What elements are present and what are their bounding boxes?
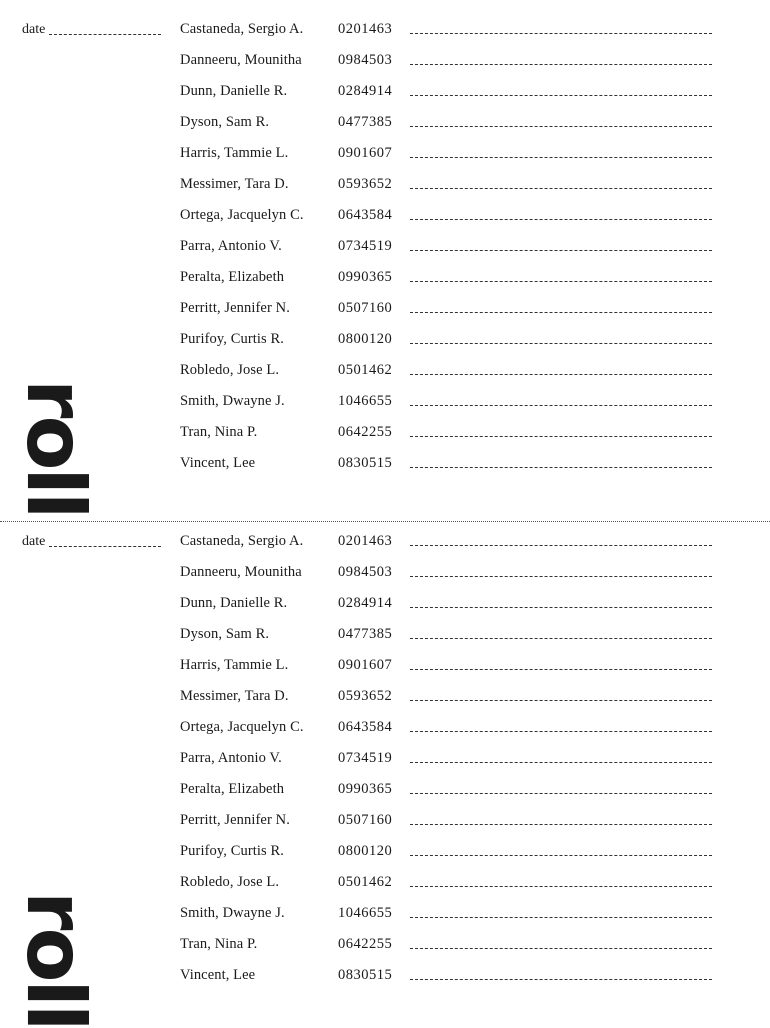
signature-line[interactable]: [410, 688, 712, 701]
signature-line[interactable]: [410, 21, 712, 34]
signature-line[interactable]: [410, 424, 712, 437]
student-row: [180, 812, 740, 843]
student-row: [180, 114, 740, 145]
student-id: 1046655: [338, 905, 393, 921]
student-name: Dunn, Danielle R.: [180, 595, 288, 611]
student-id: 0501462: [338, 362, 393, 378]
signature-line[interactable]: [410, 750, 712, 763]
student-id: 0830515: [338, 455, 393, 471]
student-name: Dyson, Sam R.: [180, 626, 270, 642]
student-id: 0830515: [338, 967, 393, 983]
student-row: [180, 21, 740, 52]
student-id: 0593652: [338, 176, 393, 192]
student-id: 0642255: [338, 424, 393, 440]
date-label: date: [22, 22, 46, 37]
student-id: 0284914: [338, 83, 393, 99]
student-name: Tran, Nina P.: [180, 936, 258, 952]
student-id: 0201463: [338, 21, 393, 37]
signature-line[interactable]: [410, 595, 712, 608]
signature-line[interactable]: [410, 533, 712, 546]
student-id: 0901607: [338, 657, 393, 673]
student-row: [180, 176, 740, 207]
student-row: [180, 238, 740, 269]
student-id: 1046655: [338, 393, 393, 409]
student-name: Peralta, Elizabeth: [180, 781, 285, 797]
date-field: [22, 534, 161, 550]
student-name: Harris, Tammie L.: [180, 145, 289, 161]
student-name: Tran, Nina P.: [180, 424, 258, 440]
student-row: [180, 393, 740, 424]
student-row: [180, 300, 740, 331]
roll-heading-text: roll: [9, 891, 102, 1028]
signature-line[interactable]: [410, 812, 712, 825]
student-name: Smith, Dwayne J.: [180, 393, 285, 409]
student-row: [180, 688, 740, 719]
signature-line[interactable]: [410, 657, 712, 670]
student-id: 0984503: [338, 52, 393, 68]
signature-line[interactable]: [410, 238, 712, 251]
student-row: [180, 331, 740, 362]
student-name: Messimer, Tara D.: [180, 176, 289, 192]
student-roster: [180, 21, 740, 486]
student-id: 0901607: [338, 145, 393, 161]
student-id: 0800120: [338, 331, 393, 347]
signature-line[interactable]: [410, 145, 712, 158]
student-name: Castaneda, Sergio A.: [180, 21, 304, 37]
student-id: 0201463: [338, 533, 393, 549]
student-row: [180, 936, 740, 967]
date-field: [22, 22, 161, 38]
student-id: 0990365: [338, 269, 393, 285]
student-row: [180, 657, 740, 688]
signature-line[interactable]: [410, 936, 712, 949]
student-name: Danneeru, Mounitha: [180, 564, 302, 580]
student-name: Parra, Antonio V.: [180, 750, 282, 766]
student-name: Purifoy, Curtis R.: [180, 331, 284, 347]
student-id: 0734519: [338, 238, 393, 254]
signature-line[interactable]: [410, 564, 712, 577]
student-row: [180, 424, 740, 455]
student-row: [180, 564, 740, 595]
date-line[interactable]: [49, 34, 161, 35]
student-id: 0284914: [338, 595, 393, 611]
date-label: date: [22, 534, 46, 549]
student-row: [180, 905, 740, 936]
signature-line[interactable]: [410, 176, 712, 189]
student-name: Vincent, Lee: [180, 967, 256, 983]
student-row: [180, 750, 740, 781]
student-name: Robledo, Jose L.: [180, 362, 280, 378]
roll-heading-text: roll: [9, 379, 102, 517]
student-name: Danneeru, Mounitha: [180, 52, 302, 68]
student-id: 0800120: [338, 843, 393, 859]
signature-line[interactable]: [410, 393, 712, 406]
student-id: 0477385: [338, 626, 393, 642]
student-row: [180, 719, 740, 750]
student-roster: [180, 533, 740, 998]
student-name: Peralta, Elizabeth: [180, 269, 285, 285]
student-name: Perritt, Jennifer N.: [180, 812, 290, 828]
signature-line[interactable]: [410, 626, 712, 639]
signature-line[interactable]: [410, 843, 712, 856]
student-id: 0734519: [338, 750, 393, 766]
student-id: 0507160: [338, 812, 393, 828]
student-row: [180, 145, 740, 176]
student-name: Parra, Antonio V.: [180, 238, 282, 254]
student-name: Perritt, Jennifer N.: [180, 300, 290, 316]
student-row: [180, 362, 740, 393]
student-row: [180, 269, 740, 300]
student-row: [180, 52, 740, 83]
student-row: [180, 595, 740, 626]
signature-line[interactable]: [410, 719, 712, 732]
signature-line[interactable]: [410, 874, 712, 887]
student-row: [180, 843, 740, 874]
signature-line[interactable]: [410, 52, 712, 65]
signature-line[interactable]: [410, 781, 712, 794]
signature-line[interactable]: [410, 300, 712, 313]
student-row: [180, 533, 740, 564]
student-id: 0501462: [338, 874, 393, 890]
signature-line[interactable]: [410, 905, 712, 918]
student-id: 0642255: [338, 936, 393, 952]
student-name: Messimer, Tara D.: [180, 688, 289, 704]
signature-line[interactable]: [410, 967, 712, 980]
student-name: Ortega, Jacquelyn C.: [180, 719, 304, 735]
student-id: 0643584: [338, 207, 393, 223]
student-id: 0507160: [338, 300, 393, 316]
student-row: [180, 83, 740, 114]
student-name: Dyson, Sam R.: [180, 114, 270, 130]
student-row: [180, 207, 740, 238]
student-name: Dunn, Danielle R.: [180, 83, 288, 99]
date-line[interactable]: [49, 546, 161, 547]
signature-line[interactable]: [410, 362, 712, 375]
student-id: 0984503: [338, 564, 393, 580]
signature-line[interactable]: [410, 207, 712, 220]
student-row: [180, 874, 740, 905]
signature-line[interactable]: [410, 83, 712, 96]
student-row: [180, 967, 740, 998]
roll-sheet-bottom: [0, 512, 770, 1028]
signature-line[interactable]: [410, 455, 712, 468]
student-name: Vincent, Lee: [180, 455, 256, 471]
student-id: 0477385: [338, 114, 393, 130]
student-name: Harris, Tammie L.: [180, 657, 289, 673]
student-name: Smith, Dwayne J.: [180, 905, 285, 921]
signature-line[interactable]: [410, 331, 712, 344]
student-row: [180, 781, 740, 812]
student-id: 0593652: [338, 688, 393, 704]
student-name: Purifoy, Curtis R.: [180, 843, 284, 859]
signature-line[interactable]: [410, 269, 712, 282]
student-name: Ortega, Jacquelyn C.: [180, 207, 304, 223]
student-id: 0990365: [338, 781, 393, 797]
student-row: [180, 455, 740, 486]
student-id: 0643584: [338, 719, 393, 735]
student-name: Robledo, Jose L.: [180, 874, 280, 890]
student-row: [180, 626, 740, 657]
signature-line[interactable]: [410, 114, 712, 127]
student-name: Castaneda, Sergio A.: [180, 533, 304, 549]
